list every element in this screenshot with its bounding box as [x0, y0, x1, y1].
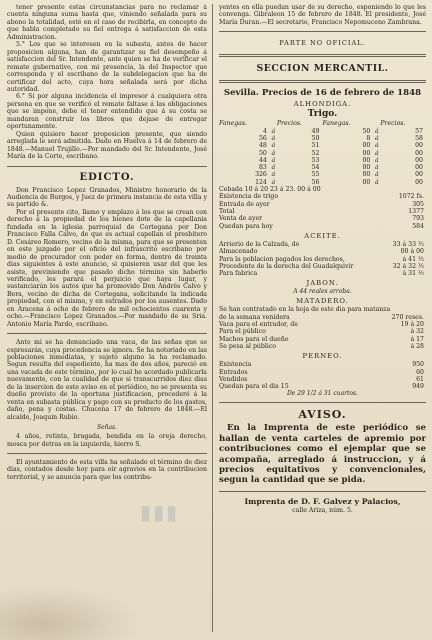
fanegas-cell: 8	[366, 134, 371, 142]
row-label: Total	[219, 208, 235, 216]
fanegas-cell: 00	[362, 178, 371, 186]
row-value: 19 á 20	[400, 321, 424, 329]
aviso-heading: AVISO.	[298, 408, 347, 422]
row-value: 60	[416, 368, 424, 376]
table-row	[219, 321, 426, 328]
fanegas-cell: 56	[259, 134, 267, 142]
fanegas-cell: 00	[362, 142, 371, 150]
subasta-para-2: 5.° Los que se interesen en la subasta, antes de hacer proposicion alguna, han de garantizar su fiel desempeño á satisfaccion del Sr. Intendente, ante quien se ha de verificar el remate gubernativo, con mi presencia, la del Inspector que corresponda y el escribano de la subdelegacion que ha de certificar del acto, cuya hora señalada será por dicha autoridad.	[7, 41, 207, 93]
price-heading: Sevilla. Precios de 16 de febrero de 1848	[223, 88, 422, 99]
divider-rule	[7, 453, 207, 454]
table-row	[219, 223, 426, 230]
table-row	[219, 193, 426, 200]
edicto-heading: EDICTO.	[79, 171, 135, 183]
row-value: á 17	[410, 335, 424, 343]
precio-cell: 51	[311, 142, 320, 150]
row-value: á 41 ½	[402, 255, 424, 263]
row-label: Quedan para hoy	[219, 222, 273, 230]
divider-rule	[219, 31, 426, 32]
vaca-senas: 4 años, retinta, bragada, bendida en la oreja derecho, mosca por detras en la izquierda, hierro S.	[7, 433, 207, 448]
table-row	[219, 201, 426, 208]
row-value: 793	[412, 215, 424, 223]
precio-cell: 00	[415, 142, 423, 150]
matadero-intro	[219, 306, 426, 321]
precio-cell: 57	[415, 127, 423, 135]
fanegas-cell: 00	[362, 171, 371, 179]
table-row	[219, 376, 426, 383]
header-fanegas: Fanegas.	[219, 120, 247, 128]
alhondiga-heading: ALHONDIGA.	[293, 100, 352, 109]
subasta-para-1: tener presente estas circunstancias para no reclamar á cuenta ninguna suma hasta que, viniendo señalada para su abono la totalidad, esté en el caso de recibirla, en concepto de que habla completado su fiel entrega á satisfaccion de esta Administracion.	[7, 4, 207, 41]
row-value: 33 á 33 ½	[392, 240, 424, 248]
divider-rule	[219, 491, 426, 492]
matadero-heading: MATADERO.	[296, 297, 349, 306]
senas-label: Señas.	[96, 424, 118, 432]
table-row	[219, 306, 426, 321]
fanegas-cell: 83	[259, 164, 267, 172]
row-label: Vaca para el entrador, de	[219, 321, 298, 329]
table-row	[219, 241, 426, 248]
parte-no-oficial: PARTE NO OFICIAL.	[279, 39, 366, 48]
matadero-table	[219, 321, 426, 350]
precio-cell: 52	[311, 149, 320, 157]
precio-cell: 53	[311, 156, 320, 164]
table-row	[219, 328, 426, 335]
separator-glyph: á	[375, 171, 379, 179]
precio-cell: 56	[311, 178, 320, 186]
right-column	[219, 4, 426, 636]
row-label: Existencia	[219, 361, 252, 369]
trigo-price-table	[219, 120, 426, 186]
jabon-price: A 44 reales arroba.	[293, 288, 352, 296]
table-row	[219, 215, 426, 222]
header-fanegas: Fanegas.	[322, 120, 351, 128]
separator-glyph: á	[375, 178, 379, 186]
separator-glyph: á	[271, 171, 276, 179]
vaca-notice: Ante mí se ha denunciado una vaca, de las señas que se espresarán, cuya procedencia se ignora. Se ha notoriado en las poblaciones inmediatas, y sujeto alguno la ha reclamado. Segun resulta del espediente, ha mas de dos años, pareció en una vacada de este término, por lo cual he acordado publicarla nuevamente, con la cualidad de que si transcurridos diez dias de la insercion de este aviso en el periódico, no se presenta su dueño provisto de la oportuna justificacion, procederé á la venta en subasta pública y pago con su producto de los gastos, daño, pena y costas. Chucena 17 de febrero de 1848.—El alcalde, Joaquin Rubio.	[7, 339, 207, 421]
edicto-body: Por el presente cito, llamo y emplazo á los que se crean con derecho á la propiedad de los bienes dote de la capellania fundada en la iglesia parroquial de Cortegana por Don Francisco Falla Calvo, de que es actual capellan el presbitero D. Cesáreo Romero, vecino de la misma, para que se presenten en este juzgado por el oficio del infrascrito escribano por medio de procurador con poder en forma, dentro de treinta dias siguientes á este anuncio, si quisieren usar del que les asiste, previniendo que pasado dicho término sin haberlo verificado, les parará el perjuicio que haya lugar, y sustanciarán los autos que ha promovido Don Andrés Calvo y Bera, vecino de dicha de Cortegana, solicitando la indicada propiedad, con el mismo, y en estrados por los ausentes. Dado en Aracena á ocho de febrero de mil ochocientos cuarenta y ocho.—Francisco Lopez Granados.—Por mandado de su Sria. Antonio María Pardo, escribano.	[7, 208, 207, 328]
precio-cell: 54	[311, 164, 320, 172]
separator-glyph: á	[271, 127, 276, 135]
fanegas-cell: 124	[255, 178, 267, 186]
row-label: Entrados	[219, 368, 248, 376]
fanegas-cell: 00	[362, 149, 371, 157]
fanegas-cell: 4	[262, 127, 267, 135]
precio-cell: 55	[311, 171, 320, 179]
divider-rule	[219, 402, 426, 403]
row-label: Se pesa al público	[219, 342, 277, 350]
perneo-note: De 29 1/2 á 31 cuartos.	[286, 390, 359, 398]
table-row	[219, 135, 426, 142]
ayuntamiento-notice: El ayuntamiento de esta villa ha señalado el término de diez dias, contados desde hoy para oir agravios en la contribucion territorial, y se anuncia para que los contribu-	[7, 459, 207, 481]
row-value: 32 á 32 ½	[392, 262, 424, 270]
header-precios: Precios.	[380, 120, 406, 128]
row-label: Almacenado	[219, 248, 258, 256]
precio-cell: 00	[415, 156, 423, 164]
fanegas-cell: 00	[362, 156, 371, 164]
edicto-intro: Don Francisco Lopez Granados, Ministro honorario de la Audiencia de Burgos, y Juez de primera instancia de esta villa y su partido &.	[7, 186, 207, 209]
table-row	[219, 361, 426, 368]
row-label: Para el público	[219, 328, 266, 336]
row-value: 1072 fs.	[398, 193, 424, 201]
row-value: 61	[416, 375, 424, 383]
fanegas-cell: 326	[255, 171, 267, 179]
gibraleon-notice-end: yentes en ella puedan usar de su derecho, esponiendo lo que les convenga. Gibraleon 15 de febrero de 1848. El presidente, José María Duran.—El secretario, Francisco Nepomuceno Zambrana.	[219, 4, 426, 26]
table-row	[219, 369, 426, 376]
table-row	[219, 128, 426, 135]
separator-glyph: á	[271, 178, 276, 186]
table-row	[219, 263, 426, 270]
divider-rule-double	[219, 54, 426, 57]
fanegas-cell: 50	[362, 127, 371, 135]
separator-glyph: á	[375, 127, 379, 135]
separator-glyph: á	[271, 142, 276, 150]
table-row	[219, 171, 426, 178]
table-row	[219, 343, 426, 350]
row-value: á 31 ½	[402, 270, 424, 278]
imprenta-address: calle Ariza, núm. 5.	[292, 506, 353, 514]
table-row	[219, 157, 426, 164]
precio-cell: 00	[415, 171, 423, 179]
precio-cell: 58	[415, 134, 423, 142]
perneo-table	[219, 361, 426, 390]
row-label: Venta de ayer	[219, 215, 263, 223]
row-label: Quedan para el dia 15	[219, 383, 289, 391]
table-row	[219, 208, 426, 215]
table-row	[219, 150, 426, 157]
fanegas-cell: 50	[259, 149, 267, 157]
separator-glyph: á	[271, 134, 276, 142]
row-label: Machos para el dueño	[219, 335, 289, 343]
subasta-para-3: 6.° Si por alguna incidencia el impresor á cualquiera otra persona en que se verificó el remate faltase á las obligaciones que se impone, debe el tener entendido que á su costa se mandaran construir los libros que dejase de entregar oportunamente.	[7, 93, 207, 131]
row-value: á 28	[410, 342, 424, 350]
row-label: Vendidos	[219, 375, 248, 383]
fanegas-cell: 48	[259, 142, 267, 150]
precio-cell: 00	[415, 149, 423, 157]
matadero-intro-value: 270 reses.	[391, 313, 424, 321]
matadero-intro-text: Se han contratado en la hoja de este dia para matanza de la semana venidera	[219, 306, 391, 321]
precio-cell: 50	[311, 134, 320, 142]
separator-glyph: á	[375, 156, 379, 164]
divider-rule-double	[219, 80, 426, 83]
perneo-heading: PERNEO.	[302, 352, 343, 361]
separator-glyph: á	[271, 149, 276, 157]
fanegas-cell: 00	[362, 164, 371, 172]
jabon-heading: JABON.	[306, 279, 339, 288]
precio-cell: 00	[415, 164, 423, 172]
row-value: 305	[412, 200, 424, 208]
row-label: Procedente de la derecha del Guadalquivir	[219, 262, 354, 270]
precio-cell: 00	[415, 178, 423, 186]
row-value: 00 á 00	[400, 248, 424, 256]
row-label: Para la poblacion pagados los derechos,	[219, 255, 345, 263]
row-value: 584	[412, 222, 424, 230]
row-value: 949	[412, 383, 424, 391]
separator-glyph: á	[375, 164, 379, 172]
table-row	[219, 383, 426, 390]
trigo-stock-table	[219, 193, 426, 229]
seccion-mercantil: SECCION MERCANTIL.	[256, 63, 389, 75]
row-label: Arrierio de la Calzada, de	[219, 240, 300, 248]
trigo-heading: Trigo.	[307, 109, 338, 120]
row-value: 1377	[408, 208, 424, 216]
table-row	[219, 270, 426, 277]
table-row	[219, 164, 426, 171]
left-column	[7, 4, 207, 636]
separator-glyph: á	[271, 164, 276, 172]
column-divider	[212, 4, 213, 632]
row-label: Entrada de ayer	[219, 200, 270, 208]
precio-cell: 49	[311, 127, 320, 135]
table-row	[219, 142, 426, 149]
divider-rule	[7, 333, 207, 334]
fanegas-cell: 44	[259, 156, 267, 164]
row-value: á 32	[410, 328, 424, 336]
header-precios: Precios.	[276, 120, 302, 128]
row-label: Para fabrica	[219, 270, 258, 278]
separator-glyph: á	[375, 149, 379, 157]
table-row	[219, 248, 426, 255]
aceite-heading: ACEITE.	[304, 231, 341, 240]
trigo-header-row	[219, 120, 426, 127]
cebada-line: Cebada 10 á 20 23 á 23. 00 á 00	[219, 186, 321, 194]
separator-glyph: á	[375, 134, 379, 142]
aceite-table	[219, 241, 426, 277]
imprenta-line: Imprenta de D. F. Galvez y Palacios,	[244, 496, 401, 506]
table-row	[219, 336, 426, 343]
table-row	[219, 179, 426, 186]
aviso-body: En la Imprenta de este periódico se hallan de venta carteles de apremio por contribuciones como el ejemplar que se acompaña, arreglado á instruccion, y á precios equitativos y convencionales, segun la cantidad que se pida.	[219, 423, 426, 486]
separator-glyph: á	[271, 156, 276, 164]
library-watermark: ▮▮▮	[140, 500, 180, 524]
row-label: Existencia de trigo	[219, 193, 279, 201]
subasta-para-4: Quien quisiere hacer proposicion presente, que siendo arreglada le será admitida. Dado en Huelva á 14 de febrero de 1848.—Manuel Trujillo.—Por mandado del Sr. Intendente, José María de la Corte, escribano.	[7, 130, 207, 161]
divider-rule	[7, 166, 207, 167]
row-value: 950	[412, 361, 424, 369]
table-row	[219, 256, 426, 263]
separator-glyph: á	[375, 142, 379, 150]
